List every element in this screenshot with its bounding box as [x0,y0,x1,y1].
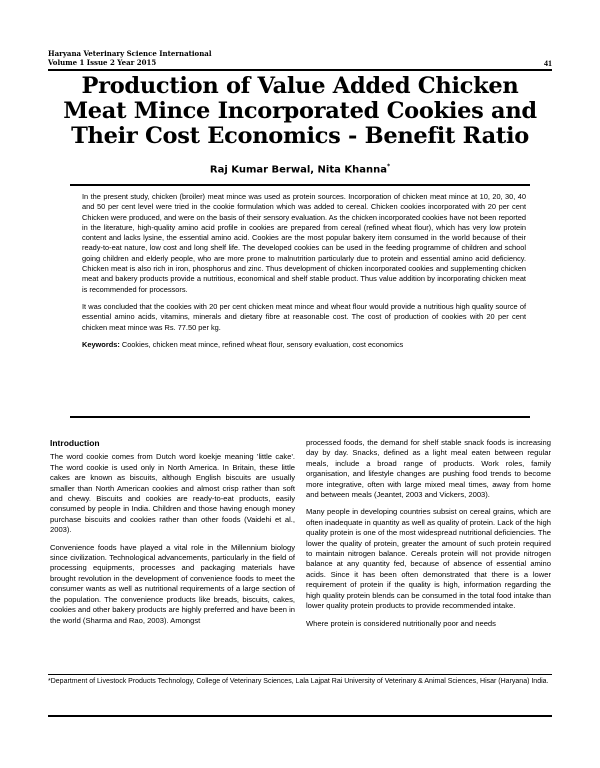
abstract-paragraph: In the present study, chicken (broiler) meat mince was used as protein sources. Incorporation of chicken meat mince at 10, 20, 30, 40 and 50 per cent level were tried in the cookie formulation which was added to cereal. Chicken cookies incorporated with 20 per cent Chicken were produced, and were on the basis of their sensory evaluation. As the chicken incorporated cookies have not been reported in the literature, high-quality amino acid profile in cookies are prepared from cereal (refined wheat flour), which has very low protein content and lacks lysine, the essential amino acid. Cookies are the most popular bakery item consumed in the world because of their ready-to-eat nature, low cost and long shelf life. The developed cookies can be used in the feeding programme of children and school going children and elderly people, who are more prone to malnutrition particularly due to protein and essential amino acid deficiency. Chicken meat is also rich in iron, phosphorus and zinc. Thus development of chicken incorporated cookies and supplementing chicken meat and bakery products provide a nutritious, economical and shelf stable product. Thus value addition by incorporating chicken meat is recommended for processors. [82,192,526,294]
body-paragraph: The word cookie comes from Dutch word koekje meaning 'little cake'. The word cookie is used only in North America. In Britain, these little cakes are known as biscuits, although English biscuits are usually smaller than North American cookies and almost crisp rather than soft and chewy. Biscuits and cookies are ready-to-eat products, easily consumed by people in India. Children and those having enough money purchase biscuits and cookies rather than other foods (Vaidehi et al., 2003). [50,452,295,535]
journal-volume: Volume 1 Issue 2 Year 2015 [48,57,157,67]
section-heading-introduction: Introduction [50,438,100,448]
body-paragraph: Convenience foods have played a vital role in the Millennium biology since civilization. Technological advancements, particularly in the field of processing equipments, processes and packaging materials have brought revolution in the development of convenience foods to meet the consumer wants as well as nutritional requirements of a large section of the population. The convenience products like breads, biscuits, cakes, cookies and other bakery products are highly preferred and have been in the world (Sharma and Rao, 2003). Amongst [50,542,295,625]
footer-rule [48,715,552,717]
abstract-paragraph: It was concluded that the cookies with 20 per cent chicken meat mince and wheat flour would provide a nutritious high quality source of essential amino acids, vitamins, minerals and dietary fibre at reasonable cost. The cost of production of cookies with 20 per cent chicken meat mince was Rs. 77.50 per kg. [82,301,526,332]
journal-header [48,50,211,67]
left-column [50,438,295,633]
body-paragraph: Many people in developing countries subsist on cereal grains, which are often inadequate in quantity as well as quality of protein. Lack of the high quality protein is one of the most widespread nutritional deficiencies. The lower the quality of protein, greater the amount of such protein required to maintain nitrogen balance. Cereals protein will not provide nitrogen balance at any quantity fed, because of absence of essential amino acids. Since it has been often demonstrated that there is a lower requirement of protein if the quality is high, information regarding the high quality protein blends can be consumed in the total food intake than lower quality protein products to provide recommended intake. [306,507,551,611]
affiliation-footnote: *Department of Livestock Products Technology, College of Veterinary Sciences, Lala Lajpat Rai University of Veterinary & Animal Sciences, Hisar (Haryana) India. [48,674,552,686]
paper-title: Production of Value Added Chicken Meat Mince Incorporated Cookies and Their Cost Economics - Benefit Ratio [63,73,537,149]
header-rule [48,69,552,71]
page-number: 41 [544,59,552,68]
body-paragraph: processed foods, the demand for shelf stable snack foods is increasing day by day. Snacks, defined as a light meal eaten between regular meals, include a broad range of products. Work roles, family organisation, and lifestyle changes are pushing food trends to become more integrative, often with large mixed meal times, away from home and between meals (Jeantet, 2003 and Vickers, 2003). [306,438,551,500]
keywords-text: Cookies, chicken meat mince, refined wheat flour, sensory evaluation, cost economics [121,339,404,349]
abstract-top-rule [70,184,530,186]
keywords-label: Keywords: [82,339,120,349]
body-paragraph: Where protein is considered nutritionally poor and needs [306,618,496,628]
keywords [82,340,526,350]
abstract [82,192,526,357]
journal-name: Haryana Veterinary Science International [48,49,212,58]
author-line [0,163,600,175]
abstract-bottom-rule [70,416,530,418]
authors: Raj Kumar Berwal, Nita Khanna [209,164,387,176]
author-footnote-mark: * [386,163,391,170]
right-column [306,438,551,636]
